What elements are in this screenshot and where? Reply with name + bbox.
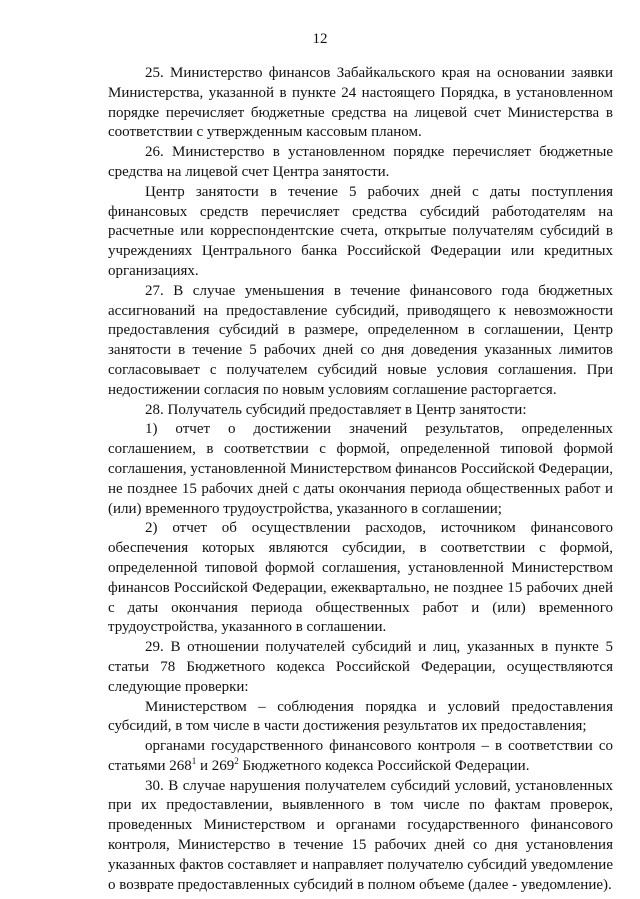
paragraph-26-continued: Центр занятости в течение 5 рабочих дней с даты поступления финансовых средств перечисляет средства субсидий работодателям на расчетные или корреспондентские счета, открытые получателям субсидий в учреждениях Центрального банка Российской Федерации или кредитных организациях.: [108, 183, 613, 279]
paragraph-28-item-2: 2) отчет об осуществлении расходов, источником финансового обеспечения которых являются субсидии, в соответствии с формой, определенной типовой формой соглашения, установленной Министерством финансов Российской Федерации, ежеквартально, не позднее 15 рабочих дней с даты окончания периода общественных работ и (или) временного трудоустройства, указанного в соглашении.: [108, 520, 613, 636]
page-number: 12: [312, 31, 328, 47]
paragraph-29-item-2-text-c: Бюджетного кодекса Российской Федерации.: [238, 757, 530, 774]
superscript-1: 1: [191, 755, 197, 766]
document-body: [108, 64, 613, 895]
paragraph-29: 29. В отношении получателей субсидий и лиц, указанных в пункте 5 статьи 78 Бюджетного кодекса Российской Федерации, осуществляются следующие проверки:: [108, 639, 613, 695]
superscript-2: 2: [234, 755, 239, 766]
paragraph-25: 25. Министерство финансов Забайкальского края на основании заявки Министерства, указанной в пункте 24 настоящего Порядка, в установленном порядке перечисляет бюджетные средства на лицевой счет Министерства в соответствии с утвержденным кассовым планом.: [108, 65, 613, 141]
paragraph-29-item-1: Министерством – соблюдения порядка и условий предоставления субсидий, в том числе в части достижения результатов их предоставления;: [108, 698, 613, 735]
paragraph-30: 30. В случае нарушения получателем субсидий условий, установленных при их предоставлении, выявленного в том числе по фактам проверок, проведенных Министерством и органами государственного финансового контроля, Министерство в течение 15 рабочих дней со дня установления указанных фактов составляет и направляет получателю субсидий уведомление о возврате предоставленных субсидий в полном объеме (далее - уведомление).: [108, 777, 613, 893]
paragraph-27: 27. В случае уменьшения в течение финансового года бюджетных ассигнований на предоставление субсидий, приводящего к невозможности предоставления субсидий в размере, определенном в соглашении, Центр занятости в течение 5 рабочих дней со дня доведения указанных лимитов согласовывает с получателем субсидий новые условия соглашения. При недостижении согласия по новым условиям соглашение расторгается.: [108, 282, 613, 398]
paragraph-29-item-2-text-b: и 269: [196, 757, 235, 774]
paragraph-26: 26. Министерство в установленном порядке перечисляет бюджетные средства на лицевой счет Центра занятости.: [108, 144, 613, 180]
paragraph-29-item-2: [108, 737, 613, 777]
paragraph-28-item-1: 1) отчет о достижении значений результатов, определенных соглашением, в соответствии с формой, определенной типовой формой соглашения, установленной Министерством финансов Российской Федерации, не позднее 15 рабочих дней с даты окончания периода общественных работ и (или) временного трудоустройства, указанного в соглашении;: [108, 421, 613, 517]
paragraph-29-item-2-text-a: органами государственного финансового контроля – в соответствии со статьями 268: [108, 738, 613, 774]
paragraph-28: 28. Получатель субсидий предоставляет в Центр занятости:: [145, 401, 527, 418]
